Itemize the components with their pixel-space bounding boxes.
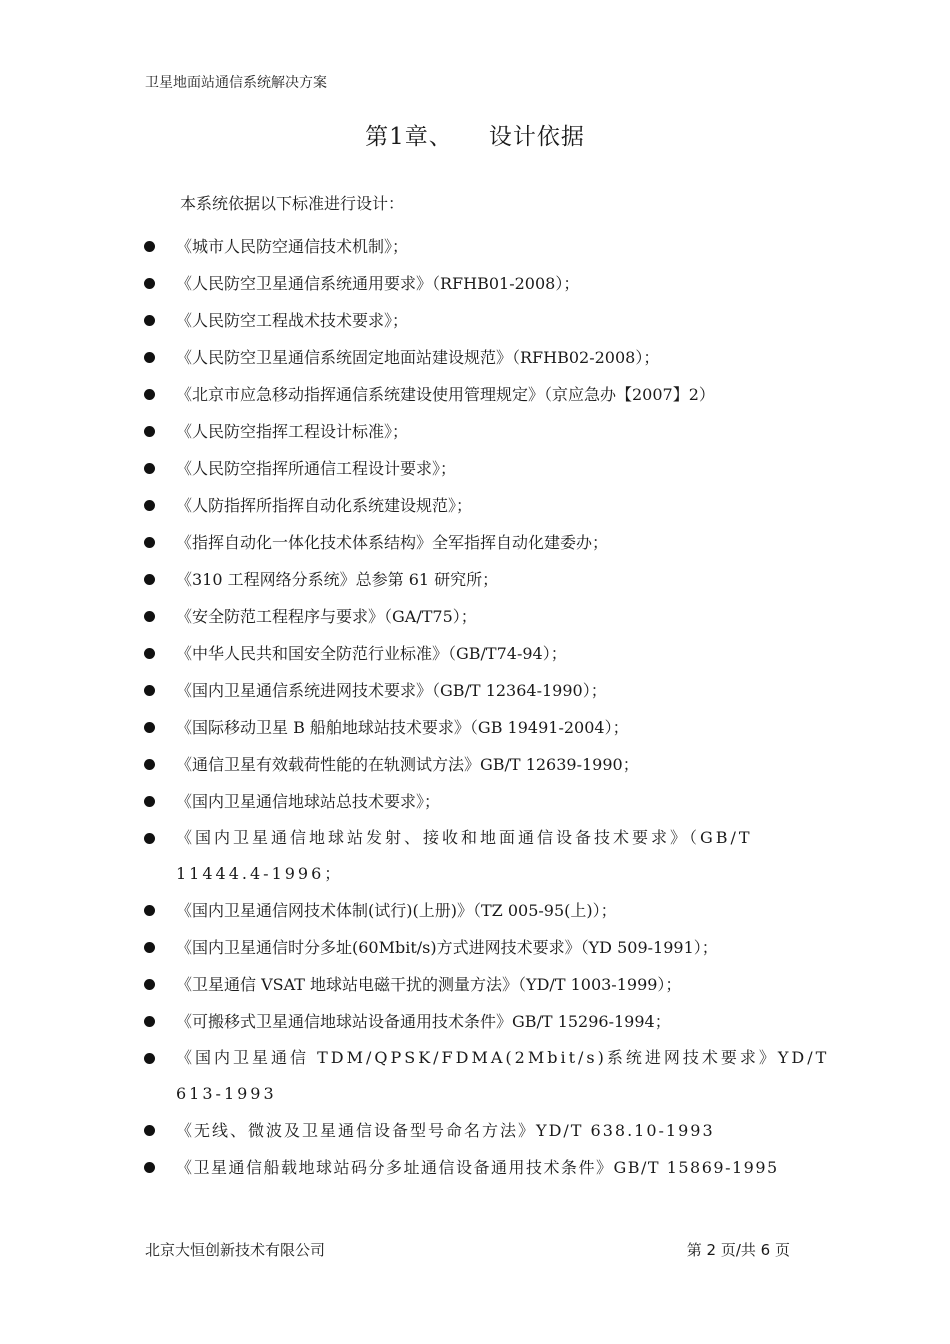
list-item: 《中华人民共和国安全防范行业标准》（GB/T74-94）；: [140, 635, 830, 672]
chapter-name: 设计依据: [488, 124, 585, 150]
bullet-icon: [144, 648, 155, 659]
footer-page-number: 第 2 页/共 6 页: [686, 1241, 790, 1259]
bullet-icon: [144, 979, 155, 990]
intro-paragraph: 本系统依据以下标准进行设计：: [180, 194, 405, 213]
bullet-icon: [144, 1162, 155, 1173]
list-item: 《人民防空工程战术技术要求》；: [140, 302, 830, 339]
bullet-icon: [144, 352, 155, 363]
bullet-icon: [144, 389, 155, 400]
bullet-icon: [144, 905, 155, 916]
bullet-icon: [144, 537, 155, 548]
bullet-icon: [144, 611, 155, 622]
bullet-icon: [144, 1125, 155, 1136]
list-item: 《通信卫星有效载荷性能的在轨测试方法》GB/T 12639-1990；: [140, 746, 830, 783]
list-item: 《北京市应急移动指挥通信系统建设使用管理规定》（京应急办【2007】2）: [140, 376, 830, 413]
bullet-icon: [144, 1053, 155, 1064]
list-item: 《国内卫星通信 TDM/QPSK/FDMA(2Mbit/s)系统进网技术要求》YD/T 613-1993: [140, 1040, 830, 1112]
bullet-icon: [144, 574, 155, 585]
bullet-icon: [144, 500, 155, 511]
chapter-title: [0, 118, 950, 151]
list-item: 《指挥自动化一体化技术体系结构》全军指挥自动化建委办；: [140, 524, 830, 561]
list-item: 《卫星通信船载地球站码分多址通信设备通用技术条件》GB/T 15869-1995: [140, 1149, 830, 1186]
list-item: 《卫星通信 VSAT 地球站电磁干扰的测量方法》（YD/T 1003-1999）；: [140, 966, 830, 1003]
bullet-icon: [144, 241, 155, 252]
list-item: 《国内卫星通信地球站总技术要求》；: [140, 783, 830, 820]
list-item: 《国内卫星通信地球站发射、接收和地面通信设备技术要求》（GB/T 11444.4-1996；: [140, 820, 830, 892]
bullet-icon: [144, 278, 155, 289]
standards-list: [140, 228, 830, 1186]
bullet-icon: [144, 1016, 155, 1027]
list-item: 《人民防空指挥所通信工程设计要求》；: [140, 450, 830, 487]
list-item: 《可搬移式卫星通信地球站设备通用技术条件》GB/T 15296-1994；: [140, 1003, 830, 1040]
list-item: 《国内卫星通信网技术体制(试行)(上册)》（TZ 005-95(上)）；: [140, 892, 830, 929]
chapter-number: 第1章、: [365, 124, 453, 150]
list-item: 《人民防空指挥工程设计标准》；: [140, 413, 830, 450]
list-item: 《310 工程网络分系统》总参第 61 研究所；: [140, 561, 830, 598]
bullet-icon: [144, 426, 155, 437]
bullet-icon: [144, 796, 155, 807]
list-item: 《无线、微波及卫星通信设备型号命名方法》YD/T 638.10-1993: [140, 1112, 830, 1149]
bullet-icon: [144, 685, 155, 696]
bullet-icon: [144, 463, 155, 474]
footer-company: 北京大恒创新技术有限公司: [145, 1241, 326, 1259]
bullet-icon: [144, 759, 155, 770]
list-item: 《城市人民防空通信技术机制》；: [140, 228, 830, 265]
bullet-icon: [144, 942, 155, 953]
list-item: 《人防指挥所指挥自动化系统建设规范》；: [140, 487, 830, 524]
running-header: 卫星地面站通信系统解决方案: [145, 75, 327, 91]
bullet-icon: [144, 722, 155, 733]
list-item: 《安全防范工程程序与要求》（GA/T75）；: [140, 598, 830, 635]
list-item: 《人民防空卫星通信系统通用要求》（RFHB01-2008）；: [140, 265, 830, 302]
list-item: 《国际移动卫星 B 船舶地球站技术要求》（GB 19491-2004）；: [140, 709, 830, 746]
bullet-icon: [144, 833, 155, 844]
bullet-icon: [144, 315, 155, 326]
list-item: 《人民防空卫星通信系统固定地面站建设规范》（RFHB02-2008）；: [140, 339, 830, 376]
list-item: 《国内卫星通信时分多址(60Mbit/s)方式进网技术要求》（YD 509-1991）；: [140, 929, 830, 966]
list-item: 《国内卫星通信系统进网技术要求》（GB/T 12364-1990）；: [140, 672, 830, 709]
